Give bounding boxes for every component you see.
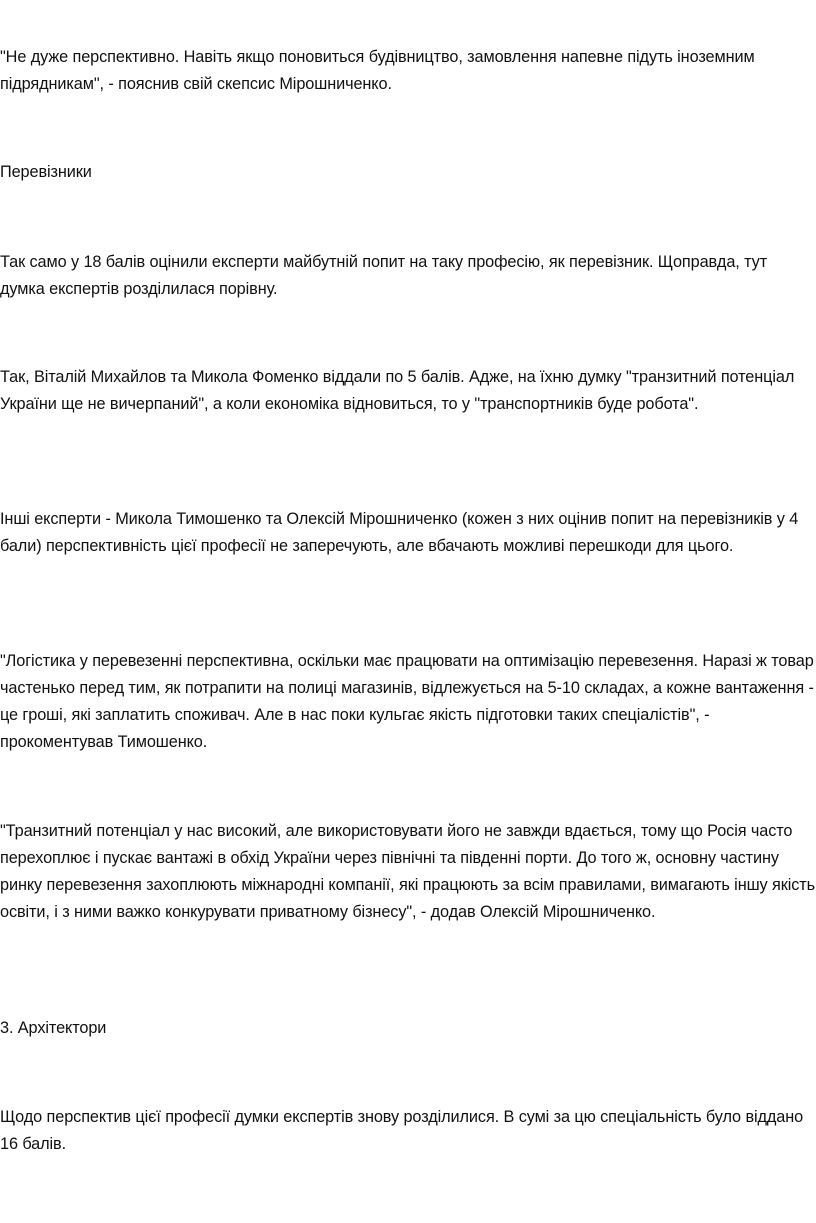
paragraph-quote-miroshnychenko: "Не дуже перспективно. Навіть якщо поновиться будівництво, замовлення напевне підуть іноземним підрядникам", - пояснив свій скепсис Мірошниченко. <box>0 48 755 93</box>
paragraph-mykhailov-fomenko: Так, Віталій Михайлов та Микола Фоменко віддали по 5 балів. Адже, на їхню думку "транзитний потенціал України ще не вичерпаний", а коли економіка відновиться, то у "транспортників буде робота". <box>0 368 795 413</box>
section-heading-carriers: Перевізники <box>0 163 92 181</box>
paragraph-architects-score: Щодо перспектив цієї професії думки експертів знову розділилися. В сумі за цю спеціальність було віддано 16 балів. <box>0 1108 804 1153</box>
paragraph-quote-transit-potential: "Транзитний потенціал у нас високий, але використовувати його не завжди вдається, тому що Росія часто перехоплює і пускає вантажі в обхід України через північні та південні порти. До того ж, основну частину ринку перевезення захоплюють міжнародні компанії, які працюють за всім правилами, вимагають іншу якість освіти, і з ними важко конкурувати приватному бізнесу", - додав Олексій Мірошниченко. <box>0 822 816 921</box>
section-heading-architects: 3. Архітектори <box>0 1019 107 1037</box>
paragraph-quote-tymoshenko: "Логістика у перевезенні перспективна, оскільки має працювати на оптимізацію перевезення. Наразі ж товар частенько перед тим, як потрапити на полиці магазинів, відлежується на 5-10 складах, а кожне вантаження - це гроші, які заплатить споживач. Але в нас поки кульгає якість підготовки таких спеціалістів", - прокоментував Тимошенко. <box>0 652 814 751</box>
paragraph-other-experts: Інші експерти - Микола Тимошенко та Олексій Мірошниченко (кожен з них оцінив попит на перевізників у 4 бали) перспективність цієї професії не заперечують, але вбачають можливі перешкоди для цього. <box>0 510 799 555</box>
paragraph-carriers-score: Так само у 18 балів оцінили експерти майбутній попит на таку професію, як перевізник. Щоправда, тут думка експертів розділилася порівну. <box>0 253 768 298</box>
